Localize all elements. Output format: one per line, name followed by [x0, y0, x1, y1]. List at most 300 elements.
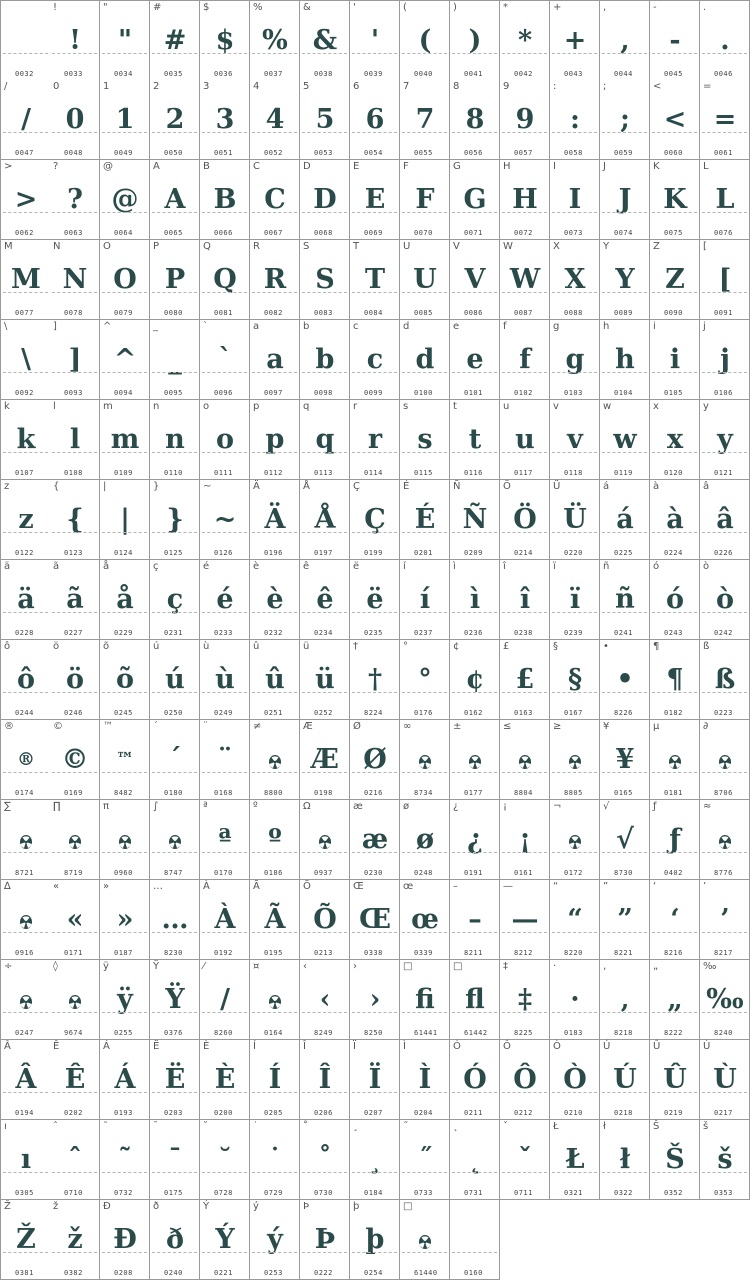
glyph-sample: $: [215, 25, 234, 56]
glyph-sample: ó: [665, 584, 683, 615]
char-label: O: [103, 241, 111, 252]
char-label: ö: [53, 641, 60, 652]
char-label: Ë: [153, 1041, 160, 1052]
char-code: 0199: [364, 549, 383, 557]
glyph-sample: „: [667, 984, 682, 1015]
glyph-sample: ˘: [218, 1144, 231, 1175]
baseline-rule: [452, 1012, 497, 1013]
glyph-cell: [600, 160, 650, 240]
char-label: 8: [453, 81, 460, 92]
baseline-rule: [102, 452, 147, 453]
char-code: 8212: [514, 949, 533, 957]
glyph-sample: /: [21, 104, 30, 135]
glyph-cell: [50, 1200, 100, 1280]
char-label: ı: [4, 1121, 7, 1132]
char-code: 0191: [464, 869, 483, 877]
baseline-rule: [352, 1092, 397, 1093]
glyph-cell: [300, 320, 350, 400]
baseline-rule: [152, 452, 197, 453]
char-code: 8730: [614, 869, 633, 877]
glyph-sample: ’: [720, 904, 729, 935]
char-code: 0711: [514, 1189, 533, 1197]
baseline-rule: [702, 612, 747, 613]
char-label: ‰: [703, 961, 717, 972]
glyph-cell: [150, 160, 200, 240]
glyph-cell: [300, 240, 350, 320]
glyph-sample: ®: [17, 749, 34, 770]
baseline-rule: [3, 772, 48, 773]
glyph-cell: [700, 240, 750, 320]
baseline-rule: [102, 1252, 147, 1253]
glyph-cell: [50, 960, 100, 1040]
glyph-cell: [600, 1040, 650, 1120]
baseline-rule: [702, 53, 747, 54]
glyph-cell: [350, 400, 400, 480]
char-label: %: [253, 2, 263, 13]
glyph-cell: [400, 640, 450, 720]
char-label: Â: [4, 1041, 11, 1052]
char-label: !: [53, 2, 58, 13]
char-code: 0121: [714, 469, 733, 477]
char-code: 0080: [164, 309, 183, 317]
char-code: 8221: [614, 949, 633, 957]
baseline-rule: [52, 1172, 97, 1173]
glyph-cell: [300, 1120, 350, 1200]
char-code: 0193: [114, 1109, 133, 1117]
char-label: 1: [103, 81, 110, 92]
baseline-rule: [202, 1252, 247, 1253]
glyph-cell: [400, 960, 450, 1040]
char-code: 0198: [314, 789, 333, 797]
char-code: 0247: [15, 1029, 34, 1037]
glyph-sample: z: [18, 504, 33, 535]
char-label: —: [503, 881, 513, 892]
glyph-sample: ä: [17, 584, 34, 615]
glyph-sample: È: [214, 1064, 235, 1095]
baseline-rule: [602, 53, 647, 54]
char-label: w: [603, 401, 612, 412]
glyph-sample: A: [164, 184, 185, 215]
char-code: 0118: [564, 469, 583, 477]
char-label: °: [403, 641, 408, 652]
glyph-sample: #: [163, 25, 186, 56]
char-label: è: [253, 561, 260, 572]
baseline-rule: [152, 53, 197, 54]
baseline-rule: [352, 452, 397, 453]
char-label: B: [203, 161, 210, 172]
char-label: Œ: [353, 881, 364, 892]
glyph-cell: [550, 800, 600, 880]
baseline-rule: [502, 692, 547, 693]
glyph-sample: Ž: [16, 1224, 35, 1255]
char-label: ?: [53, 161, 59, 172]
glyph-sample: *: [517, 25, 532, 56]
char-label: õ: [103, 641, 110, 652]
char-label: π: [103, 801, 110, 812]
char-code: 0102: [514, 389, 533, 397]
glyph-cell: [200, 240, 250, 320]
char-code: 8226: [614, 709, 633, 717]
baseline-rule: [302, 1252, 347, 1253]
char-label: P: [153, 241, 160, 252]
glyph-cell: [700, 1120, 750, 1200]
glyph-sample: 8: [465, 104, 484, 135]
glyph-cell: [650, 960, 700, 1040]
glyph-cell: [200, 560, 250, 640]
char-code: 0109: [114, 469, 133, 477]
char-code: 0213: [314, 949, 333, 957]
baseline-rule: [452, 212, 497, 213]
baseline-rule: [3, 212, 48, 213]
glyph-sample: »: [116, 904, 133, 935]
baseline-rule: [152, 852, 197, 853]
glyph-cell: [250, 0, 300, 81]
char-code: 0729: [264, 1189, 283, 1197]
glyph-sample: ô: [16, 664, 34, 695]
baseline-rule: [352, 532, 397, 533]
char-label: í: [403, 561, 406, 572]
baseline-rule: [252, 612, 297, 613]
char-label: ›: [353, 961, 357, 972]
char-code: 0232: [264, 629, 283, 637]
char-label: Ł: [553, 1121, 559, 1132]
char-code: 8250: [364, 1029, 383, 1037]
char-code: 61441: [414, 1029, 438, 1037]
char-label: □: [403, 961, 413, 972]
char-label: Ê: [53, 1041, 60, 1052]
baseline-rule: [452, 292, 497, 293]
glyph-sample: ;: [620, 104, 629, 135]
char-label: ú: [153, 641, 160, 652]
glyph-sample: ?: [67, 184, 82, 215]
glyph-cell: [200, 1120, 250, 1200]
glyph-cell: [250, 640, 300, 720]
char-label: ¯: [153, 1121, 158, 1132]
glyph-cell: [100, 0, 150, 81]
char-code: 0231: [164, 629, 183, 637]
glyph-cell: [500, 320, 550, 400]
char-label: •: [603, 641, 609, 652]
char-code: 8800: [264, 789, 283, 797]
glyph-cell: [450, 1040, 500, 1120]
baseline-rule: [102, 852, 147, 853]
glyph-cell: [700, 720, 750, 800]
glyph-sample: 6: [365, 104, 384, 135]
baseline-rule: [202, 932, 247, 933]
char-label: ì: [453, 561, 456, 572]
baseline-rule: [502, 1012, 547, 1013]
glyph-cell: [450, 400, 500, 480]
glyph-cell: [600, 800, 650, 880]
glyph-cell: [650, 880, 700, 960]
baseline-rule: [702, 292, 747, 293]
glyph-cell: [700, 880, 750, 960]
glyph-sample: B: [213, 184, 236, 215]
char-label: 5: [303, 81, 310, 92]
char-code: 0060: [664, 149, 683, 157]
glyph-cell: [350, 80, 400, 160]
glyph-cell: [700, 0, 750, 81]
glyph-sample: q: [315, 424, 334, 455]
char-code: 0217: [714, 1109, 733, 1117]
glyph-cell: [0, 1120, 51, 1200]
glyph-cell: [650, 560, 700, 640]
baseline-rule: [602, 292, 647, 293]
char-label: ž: [53, 1201, 59, 1212]
char-code: 0221: [214, 1269, 233, 1277]
glyph-cell: [150, 880, 200, 960]
glyph-cell: [50, 1120, 100, 1200]
baseline-rule: [152, 932, 197, 933]
glyph-cell: [700, 480, 750, 560]
char-code: 8225: [514, 1029, 533, 1037]
baseline-rule: [302, 1172, 347, 1173]
char-code: 0176: [414, 709, 433, 717]
baseline-rule: [602, 692, 647, 693]
char-label: T: [353, 241, 360, 252]
char-label: º: [253, 801, 258, 812]
glyph-cell: [550, 80, 600, 160]
baseline-rule: [702, 532, 747, 533]
glyph-sample: í: [419, 584, 430, 615]
glyph-cell: [250, 880, 300, 960]
glyph-cell: [150, 720, 200, 800]
baseline-rule: [152, 292, 197, 293]
glyph-sample: º: [268, 824, 281, 855]
char-label: ≥: [553, 721, 562, 732]
glyph-sample: C: [264, 184, 285, 215]
baseline-rule: [252, 852, 297, 853]
glyph-cell: [700, 560, 750, 640]
char-label: W: [503, 241, 513, 252]
char-label: ¬: [553, 801, 562, 812]
baseline-rule: [352, 53, 397, 54]
char-label: Ô: [503, 1041, 511, 1052]
char-label: ∫: [153, 801, 159, 812]
glyph-sample: £: [515, 664, 534, 695]
baseline-rule: [402, 53, 447, 54]
glyph-sample: …: [161, 904, 188, 935]
baseline-rule: [352, 212, 397, 213]
char-code: 0730: [314, 1189, 333, 1197]
glyph-cell: [150, 320, 200, 400]
char-code: 0219: [664, 1109, 683, 1117]
baseline-rule: [702, 212, 747, 213]
glyph-sample: ú: [165, 664, 184, 695]
glyph-cell: [100, 400, 150, 480]
glyph-cell: [150, 1200, 200, 1280]
glyph-cell: [100, 1040, 150, 1120]
baseline-rule: [52, 372, 97, 373]
glyph-cell: [650, 400, 700, 480]
glyph-cell: [250, 560, 300, 640]
char-label: ó: [653, 561, 660, 572]
char-label: -: [653, 2, 657, 13]
glyph-sample: À: [214, 904, 235, 935]
glyph-sample: w: [613, 424, 636, 455]
char-code: 0168: [214, 789, 233, 797]
char-code: 8747: [164, 869, 183, 877]
char-code: 0203: [164, 1109, 183, 1117]
char-label: C: [253, 161, 260, 172]
glyph-cell: [450, 960, 500, 1040]
char-label: ã: [53, 561, 60, 572]
glyph-sample: K: [663, 184, 686, 215]
glyph-sample: !: [69, 25, 80, 56]
glyph-sample: N: [62, 264, 87, 295]
char-label: m: [103, 401, 113, 412]
baseline-rule: [452, 532, 497, 533]
glyph-sample: Ý: [215, 1224, 234, 1255]
char-code: 8216: [664, 949, 683, 957]
baseline-rule: [402, 452, 447, 453]
char-label: ñ: [603, 561, 610, 572]
glyph-cell: [450, 1200, 500, 1280]
char-code: 0107: [15, 469, 34, 477]
glyph-cell: [350, 1120, 400, 1200]
glyph-cell: [0, 1040, 51, 1120]
baseline-rule: [652, 452, 697, 453]
glyph-cell: [450, 0, 500, 81]
glyph-cell: [450, 320, 500, 400]
glyph-cell: [350, 560, 400, 640]
char-label: Ò: [553, 1041, 561, 1052]
char-label: V: [453, 241, 460, 252]
glyph-sample: ý: [267, 1224, 282, 1255]
baseline-rule: [3, 692, 48, 693]
baseline-rule: [402, 932, 447, 933]
char-label: #: [153, 2, 162, 13]
baseline-rule: [252, 1252, 297, 1253]
glyph-cell: [700, 400, 750, 480]
baseline-rule: [652, 132, 697, 133]
char-code: 0251: [264, 709, 283, 717]
baseline-rule: [552, 452, 597, 453]
glyph-sample: é: [216, 584, 233, 615]
glyph-sample: ﬁ: [415, 984, 434, 1015]
glyph-cell: [100, 480, 150, 560]
glyph-sample: r: [367, 424, 382, 455]
glyph-sample: ƒ: [669, 824, 680, 855]
glyph-sample: Ð: [113, 1224, 136, 1255]
char-label: î: [503, 561, 506, 572]
glyph-sample: ¢: [465, 664, 484, 695]
baseline-rule: [702, 932, 747, 933]
char-code: 0180: [164, 789, 183, 797]
char-label: a: [253, 321, 260, 332]
baseline-rule: [52, 1252, 97, 1253]
glyph-sample: Õ: [313, 904, 336, 935]
glyph-cell: [700, 640, 750, 720]
baseline-rule: [302, 692, 347, 693]
glyph-cell: [500, 960, 550, 1040]
glyph-sample: P: [164, 264, 185, 295]
char-code: 0039: [364, 70, 383, 78]
glyph-cell: [400, 160, 450, 240]
char-code: 0733: [414, 1189, 433, 1197]
char-label: ◊: [53, 961, 58, 972]
baseline-rule: [602, 852, 647, 853]
char-label: …: [153, 881, 163, 892]
char-label: D: [303, 161, 311, 172]
glyph-cell: [250, 1200, 300, 1280]
baseline-rule: [702, 1012, 747, 1013]
char-label: £: [503, 641, 510, 652]
char-code: 0104: [614, 389, 633, 397]
char-code: 0035: [164, 70, 183, 78]
glyph-sample: “: [567, 904, 582, 935]
glyph-cell: [500, 400, 550, 480]
char-code: 0244: [15, 709, 34, 717]
char-code: 0224: [664, 549, 683, 557]
char-code: 8776: [714, 869, 733, 877]
baseline-rule: [552, 1092, 597, 1093]
glyph-sample: Ë: [164, 1064, 185, 1095]
glyph-cell: [50, 640, 100, 720]
char-code: 0200: [214, 1109, 233, 1117]
char-label: o: [203, 401, 210, 412]
glyph-cell: [550, 240, 600, 320]
char-code: 0167: [564, 709, 583, 717]
char-label: é: [203, 561, 210, 572]
char-code: 0381: [15, 1269, 34, 1277]
baseline-rule: [302, 132, 347, 133]
glyph-cell: [150, 240, 200, 320]
glyph-cell: [500, 1040, 550, 1120]
char-code: 0066: [214, 229, 233, 237]
glyph-cell: [0, 640, 51, 720]
char-label: §: [553, 641, 558, 652]
char-code: 0245: [114, 709, 133, 717]
char-label: :: [553, 81, 557, 92]
glyph-sample: a: [266, 344, 283, 375]
char-label: <: [653, 81, 662, 92]
char-code: 0161: [514, 869, 533, 877]
glyph-sample: 0: [65, 104, 84, 135]
char-code: 61442: [464, 1029, 488, 1037]
char-label: ®: [4, 721, 14, 732]
char-code: 0208: [114, 1269, 133, 1277]
glyph-sample: ¡: [519, 824, 530, 855]
char-code: 0228: [15, 629, 34, 637]
glyph-cell: [550, 880, 600, 960]
char-code: 0218: [614, 1109, 633, 1117]
char-label: ƒ: [653, 801, 657, 812]
glyph-sample: g: [565, 344, 584, 375]
char-label: E: [353, 161, 360, 172]
glyph-sample: ·: [570, 984, 579, 1015]
glyph-sample: 1: [115, 104, 134, 135]
baseline-rule: [252, 372, 297, 373]
char-code: 8260: [214, 1029, 233, 1037]
baseline-rule: [3, 932, 48, 933]
baseline-rule: [552, 292, 597, 293]
glyph-cell: [400, 560, 450, 640]
glyph-cell: [50, 80, 100, 160]
char-label: Ã: [253, 881, 260, 892]
glyph-sample: m: [110, 424, 139, 455]
char-label: Q: [203, 241, 211, 252]
glyph-cell: [300, 80, 350, 160]
glyph-sample: 4: [265, 104, 284, 135]
char-label: ·: [553, 961, 557, 972]
char-code: 0091: [714, 309, 733, 317]
baseline-rule: [102, 212, 147, 213]
char-label: K: [653, 161, 660, 172]
char-label: È: [203, 1041, 210, 1052]
glyph-sample: Ò: [563, 1064, 586, 1095]
glyph-sample: 7: [415, 104, 434, 135]
